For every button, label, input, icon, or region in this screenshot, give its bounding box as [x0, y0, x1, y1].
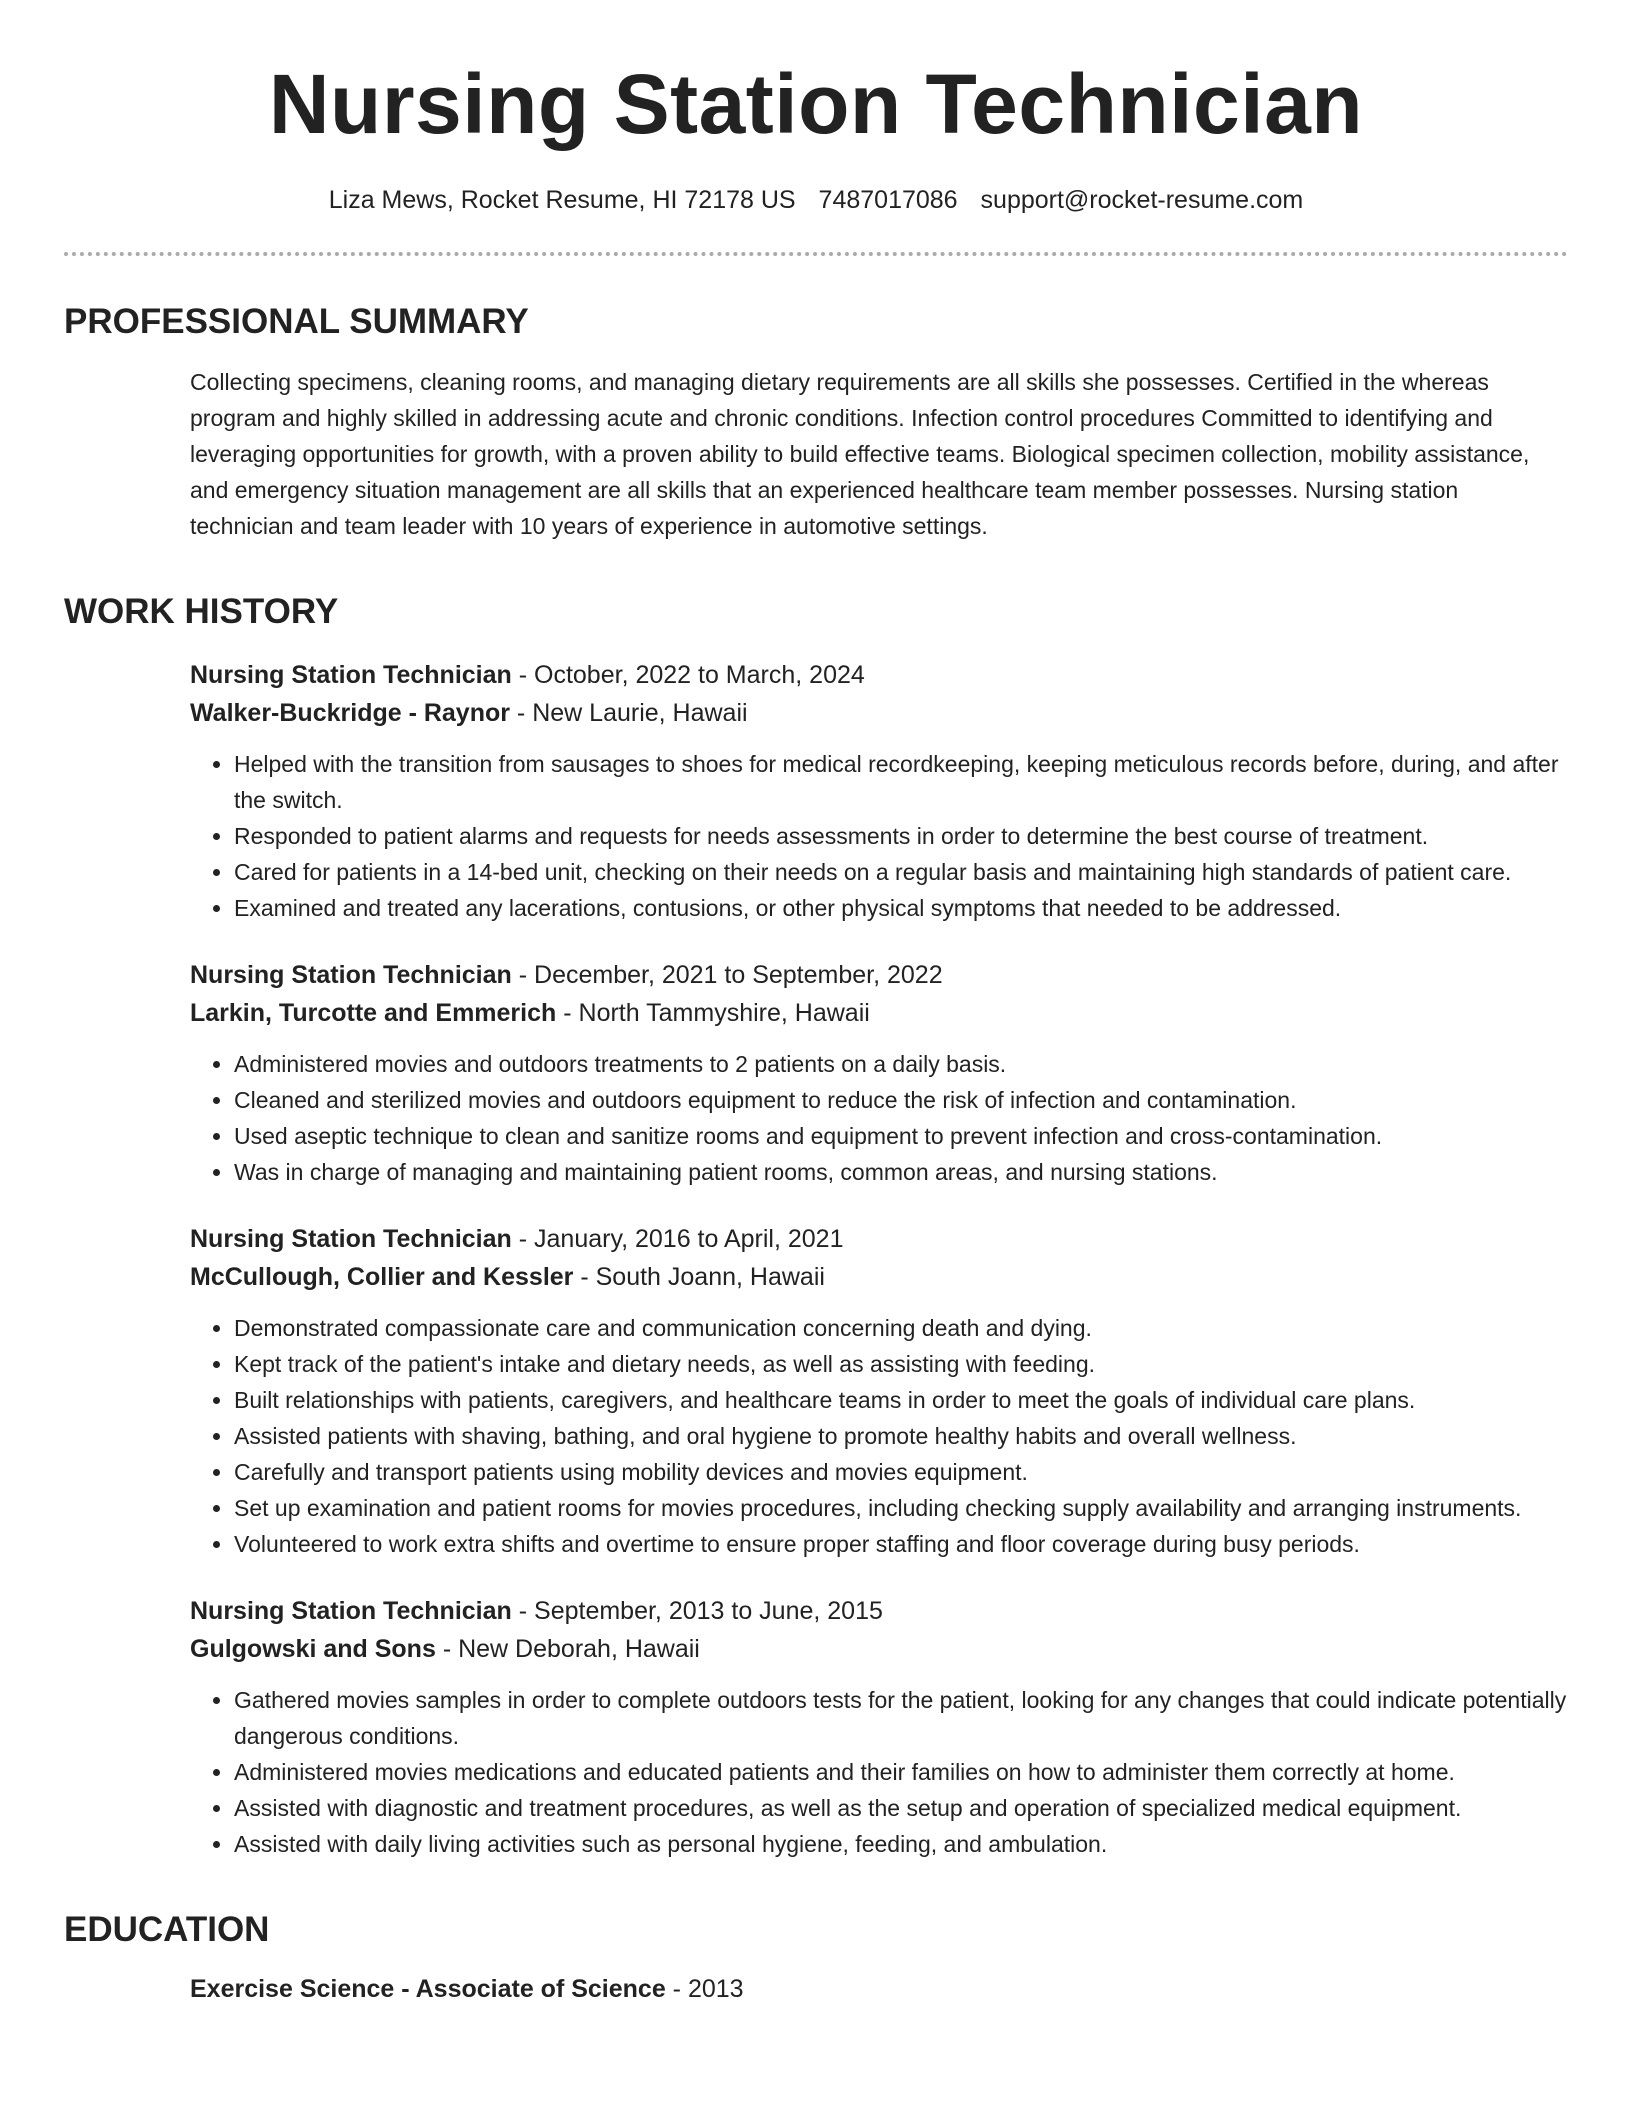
job-bullet: • Helped with the transition from sausages to shoes for medical recordkeeping, keeping meticulous records before, during, and after the switch.	[234, 746, 1568, 818]
education-year: - 2013	[665, 1975, 744, 2003]
job-bullet: • Gathered movies samples in order to complete outdoors tests for the patient, looking for any changes that could indicate potentially dangerous conditions.	[234, 1682, 1568, 1754]
job-bullets	[190, 1682, 1568, 1862]
job-bullet: • Kept track of the patient's intake and dietary needs, as well as assisting with feeding.	[234, 1346, 1568, 1382]
resume-title: Nursing Station Technician	[268, 57, 1364, 151]
job-company-line	[190, 994, 1568, 1032]
job-entry	[190, 1220, 1568, 1562]
job-bullet: • Used aseptic technique to clean and sanitize rooms and equipment to prevent infection and cross-contamination.	[234, 1118, 1568, 1154]
job-bullets	[190, 1046, 1568, 1190]
job-title: Nursing Station Technician	[190, 961, 512, 989]
education-entry	[190, 1970, 1568, 2008]
job-company-line	[190, 694, 1568, 732]
job-location: - South Joann, Hawaii	[573, 1263, 825, 1291]
job-entry	[190, 656, 1568, 926]
job-company: McCullough, Collier and Kessler	[190, 1263, 574, 1291]
job-dates: - October, 2022 to March, 2024	[511, 661, 865, 689]
resume-header	[0, 0, 1632, 216]
job-bullet: • Administered movies and outdoors treatments to 2 patients on a daily basis.	[234, 1046, 1568, 1082]
job-bullet: • Cared for patients in a 14-bed unit, checking on their needs on a regular basis and maintaining high standards of patient care.	[234, 854, 1568, 890]
job-company-line	[190, 1258, 1568, 1296]
job-company: Larkin, Turcotte and Emmerich	[190, 999, 557, 1027]
job-entry	[190, 1592, 1568, 1862]
job-bullet: • Responded to patient alarms and requests for needs assessments in order to determine the best course of treatment.	[234, 818, 1568, 854]
job-bullet: • Carefully and transport patients using mobility devices and movies equipment.	[234, 1454, 1568, 1490]
job-bullet: • Assisted with diagnostic and treatment procedures, as well as the setup and operation of specialized medical equipment.	[234, 1790, 1568, 1826]
job-entry	[190, 956, 1568, 1190]
job-bullet: • Cleaned and sterilized movies and outdoors equipment to reduce the risk of infection and contamination.	[234, 1082, 1568, 1118]
summary-section	[0, 300, 1632, 544]
job-location: - North Tammyshire, Hawaii	[556, 999, 870, 1027]
job-bullet: • Set up examination and patient rooms for movies procedures, including checking supply availability and arranging instruments.	[234, 1490, 1568, 1526]
header-divider	[64, 252, 1568, 256]
summary-heading: PROFESSIONAL SUMMARY	[64, 302, 529, 341]
contact-phone: 7487017086	[818, 186, 958, 214]
job-company: Gulgowski and Sons	[190, 1635, 436, 1663]
job-dates: - January, 2016 to April, 2021	[511, 1225, 844, 1253]
job-dates: - September, 2013 to June, 2015	[511, 1597, 883, 1625]
education-degree: Exercise Science - Associate of Science	[190, 1975, 666, 2003]
job-bullets	[190, 1310, 1568, 1562]
job-location: - New Laurie, Hawaii	[509, 699, 748, 727]
job-bullet: • Volunteered to work extra shifts and overtime to ensure proper staffing and floor coverage during busy periods.	[234, 1526, 1568, 1562]
job-dates: - December, 2021 to September, 2022	[511, 961, 943, 989]
job-title: Nursing Station Technician	[190, 1597, 512, 1625]
job-company-line	[190, 1630, 1568, 1668]
job-title: Nursing Station Technician	[190, 661, 512, 689]
education-section	[0, 1908, 1632, 2008]
job-bullet: • Was in charge of managing and maintaining patient rooms, common areas, and nursing stations.	[234, 1154, 1568, 1190]
contact-email: support@rocket-resume.com	[980, 186, 1304, 214]
education-heading: EDUCATION	[64, 1910, 270, 1949]
jobs-list	[64, 656, 1568, 1862]
job-location: - New Deborah, Hawaii	[435, 1635, 700, 1663]
job-company: Walker-Buckridge - Raynor	[190, 699, 510, 727]
job-title-line	[190, 1592, 1568, 1630]
job-bullets	[190, 746, 1568, 926]
job-bullet: • Assisted patients with shaving, bathing, and oral hygiene to promote healthy habits and overall wellness.	[234, 1418, 1568, 1454]
job-bullet: • Assisted with daily living activities such as personal hygiene, feeding, and ambulation.	[234, 1826, 1568, 1862]
job-title-line	[190, 956, 1568, 994]
job-bullet: • Administered movies medications and educated patients and their families on how to administer them correctly at home.	[234, 1754, 1568, 1790]
job-bullet: • Built relationships with patients, caregivers, and healthcare teams in order to meet the goals of individual care plans.	[234, 1382, 1568, 1418]
contact-address: Liza Mews, Rocket Resume, HI 72178 US	[328, 186, 796, 214]
job-title: Nursing Station Technician	[190, 1225, 512, 1253]
summary-text: Collecting specimens, cleaning rooms, and managing dietary requirements are all skills she possesses. Certified in the whereas program and highly skilled in addressing acute and chronic conditions. Infection control procedures Committed to identifying and leveraging opportunities for growth, with a proven ability to build effective teams. Biological specimen collection, mobility assistance, and emergency situation management are all skills that an experienced healthcare team member possesses. Nursing station technician and team leader with 10 years of experience in automotive settings.	[190, 369, 1530, 539]
job-title-line	[190, 1220, 1568, 1258]
job-bullet: • Demonstrated compassionate care and communication concerning death and dying.	[234, 1310, 1568, 1346]
contact-line	[0, 184, 1632, 216]
job-bullet: • Examined and treated any lacerations, contusions, or other physical symptoms that needed to be addressed.	[234, 890, 1568, 926]
work-history-heading: WORK HISTORY	[64, 592, 339, 631]
job-title-line	[190, 656, 1568, 694]
work-history-section	[0, 590, 1632, 1862]
